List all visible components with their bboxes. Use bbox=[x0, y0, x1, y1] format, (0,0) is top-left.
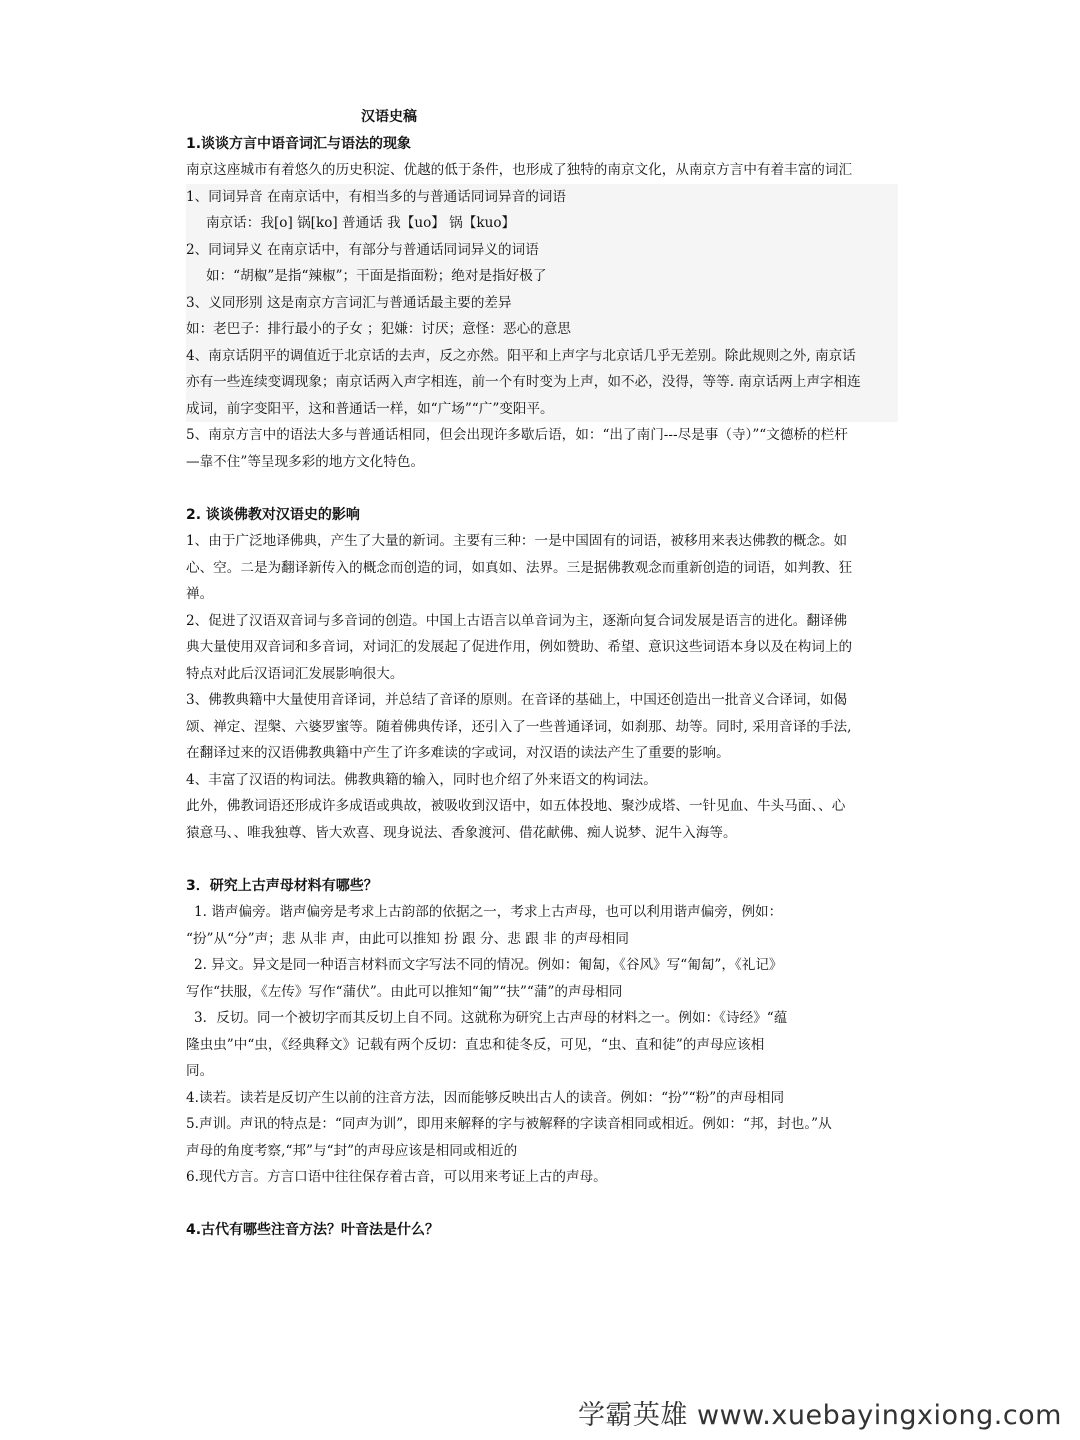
paragraph-line: 特点对此后汉语词汇发展影响很大。 bbox=[186, 665, 404, 682]
paragraph-line: 心、空。二是为翻译新传入的概念而创造的词，如真如、法界。三是据佛教观念而重新创造的词语，如判教、狂 bbox=[186, 559, 853, 576]
paragraph-line: 5.声训。声讯的特点是：“同声为训”，即用来解释的字与被解释的字读音相同或相近。例如：“邦，封也。”从 bbox=[186, 1116, 832, 1132]
paragraph-line: 3、佛教典籍中大量使用音译词，并总结了音译的原则。在音译的基础上，中国还创造出一批音义合译词，如偈 bbox=[186, 692, 848, 708]
paragraph-line: 此外，佛教词语还形成许多成语或典故，被吸收到汉语中，如五体投地、聚沙成塔、一针见血、牛头马面、、心 bbox=[186, 798, 846, 814]
paragraph-line: 南京话：我[o] 锅[ko] 普通话 我【uo】 锅【kuo】 bbox=[186, 210, 898, 237]
paragraph-line: 如：老巴子：排行最小的子女 ；犯嫌：讨厌；意怪：恶心的意思 bbox=[186, 316, 898, 343]
section-4-heading: 4.古代有哪些注音方法？叶音法是什么？ bbox=[186, 1222, 440, 1238]
paragraph-line: 如：“胡椒”是指“辣椒”；干面是指面粉；绝对是指好极了 bbox=[186, 263, 898, 290]
document-body bbox=[186, 104, 898, 1244]
paragraph-line: 典大量使用双音词和多音词，对词汇的发展起了促进作用，例如赞助、希望、意识这些词语本身以及在构词上的 bbox=[186, 639, 853, 655]
paragraph-line: 成词，前字变阳平，这和普通话一样，如“广场”“广”变阳平。 bbox=[186, 396, 898, 423]
section-3-heading: 3．研究上古声母材料有哪些？ bbox=[186, 877, 378, 894]
paragraph-line: 5、南京方言中的语法大多与普通话相同，但会出现许多歇后语，如：“出了南门---尽是事（寺）”“文德桥的栏杆 bbox=[186, 427, 848, 443]
paragraph-line: 1、同词异音 在南京话中，有相当多的与普通话同词异音的词语 bbox=[186, 184, 898, 211]
section-1-heading: 1.谈谈方言中语音词汇与语法的现象 bbox=[186, 135, 412, 152]
paragraph-line: 6.现代方言。方言口语中往往保存着古音，可以用来考证上古的声母。 bbox=[186, 1169, 607, 1185]
paragraph-line: 南京这座城市有着悠久的历史积淀、优越的低于条件，也形成了独特的南京文化，从南京方言中有着丰富的词汇 bbox=[186, 162, 853, 178]
paragraph-line: 4、南京话阴平的调值近于北京话的去声，反之亦然。阳平和上声字与北京话几乎无差别。除此规则之外, 南京话 bbox=[186, 343, 898, 370]
paragraph-line: 同。 bbox=[186, 1063, 214, 1079]
paragraph-line: 3、义同形别 这是南京方言词汇与普通话最主要的差异 bbox=[186, 290, 898, 317]
paragraph-line: “扮”从“分”声；悲 从非 声，由此可以推知 扮 跟 分、悲 跟 非 的声母相同 bbox=[186, 930, 629, 947]
paragraph-line: 4.读若。读若是反切产生以前的注音方法，因而能够反映出古人的读音。例如：“扮”“粉”的声母相同 bbox=[186, 1089, 785, 1106]
paragraph-line: 声母的角度考察,“邦”与“封”的声母应该是相同或相近的 bbox=[186, 1142, 518, 1159]
paragraph-line: 3．反切。同一个被切字而其反切上自不同。这就称为研究上古声母的材料之一。例如：《诗经》“蕴 bbox=[194, 1010, 788, 1026]
spacer bbox=[186, 846, 898, 873]
spacer bbox=[186, 1191, 898, 1218]
paragraph-line: 1、由于广泛地译佛典，产生了大量的新词。主要有三种：一是中国固有的词语，被移用来表达佛教的概念。如 bbox=[186, 533, 848, 549]
paragraph-line: 禅。 bbox=[186, 586, 214, 602]
paragraph-line: 在翻译过来的汉语佛教典籍中产生了许多难读的字或词，对汉语的读法产生了重要的影响。 bbox=[186, 745, 730, 761]
paragraph-line: 猿意马、、唯我独尊、皆大欢喜、现身说法、香象渡河、借花献佛、痴人说梦、泥牛入海等。 bbox=[186, 824, 737, 841]
spacer bbox=[186, 475, 898, 502]
paragraph-line: 2、同词异义 在南京话中，有部分与普通话同词异义的词语 bbox=[186, 237, 898, 264]
paragraph-line: 隆虫虫”中“虫，《经典释文》记载有两个反切：直忠和徒冬反，可见，“虫、直和徒”的声母应该相 bbox=[186, 1036, 765, 1053]
site-watermark: 学霸英雄 www.xuebayingxiong.com bbox=[577, 1400, 1062, 1431]
paragraph-line: 颂、禅定、涅槃、六婆罗蜜等。随着佛典传译，还引入了一些普通译词，如刹那、劫等。同时, 采用音译的手法, bbox=[186, 718, 852, 735]
paragraph-line: 2. 异文。异文是同一种语言材料而文字写法不同的情况。例如：匍匐，《谷风》写“匍匐”，《礼记》 bbox=[194, 957, 783, 973]
paragraph-line: 写作“扶服，《左传》写作“蒲伏”。由此可以推知“匍”“扶”“蒲”的声母相同 bbox=[186, 983, 623, 1000]
section-2-heading: 2. 谈谈佛教对汉语史的影响 bbox=[186, 506, 360, 523]
page-title: 汉语史稿 bbox=[361, 109, 417, 125]
paragraph-line: 亦有一些连续变调现象；南京话两入声字相连，前一个有时变为上声，如不必，没得，等等. 南京话两上声字相连 bbox=[186, 369, 898, 396]
paragraph-line: 1. 谐声偏旁。谐声偏旁是考求上古韵部的依据之一，考求上古声母，也可以利用谐声偏旁，例如： bbox=[194, 904, 783, 920]
paragraph-line: 2、促进了汉语双音词与多音词的创造。中国上古语言以单音词为主，逐渐向复合词发展是语言的进化。翻译佛 bbox=[186, 612, 848, 629]
paragraph-line: 4、丰富了汉语的构词法。佛教典籍的输入，同时也介绍了外来语文的构词法。 bbox=[186, 771, 657, 788]
paragraph-line: —靠不住”等呈现多彩的地方文化特色。 bbox=[186, 453, 425, 470]
